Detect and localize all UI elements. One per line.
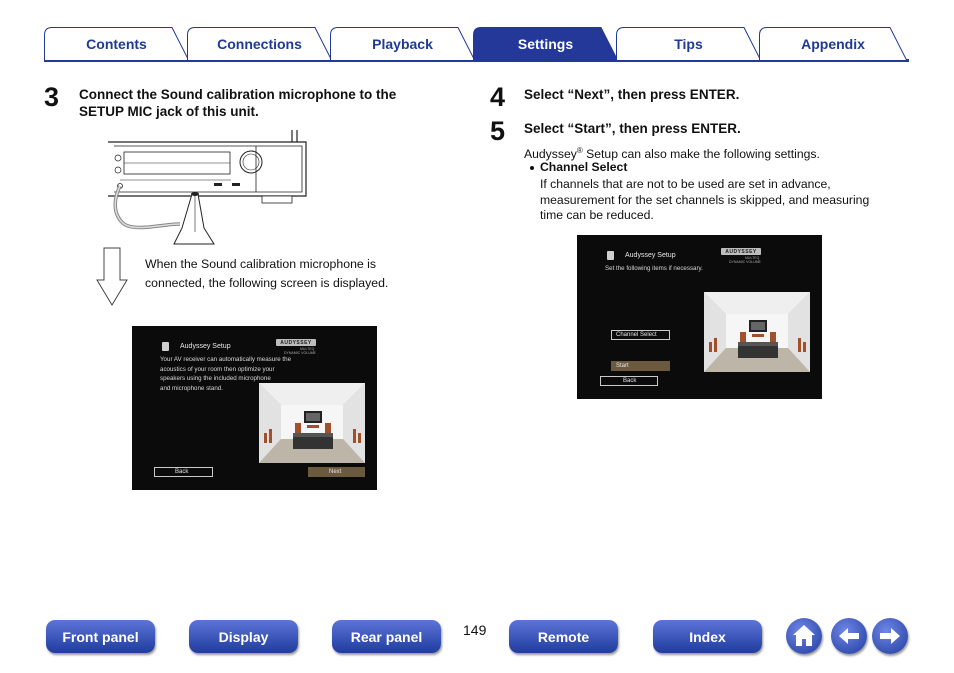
room-speaker-illustration	[704, 292, 810, 372]
audyssey-setup-screen-intro	[132, 326, 377, 490]
tab-tips-label: Tips	[674, 35, 703, 52]
back-button-label: Back	[623, 378, 637, 384]
index-label: Index	[689, 628, 726, 645]
speaker-icon	[162, 342, 169, 351]
bullet-dot	[530, 166, 534, 170]
home-icon	[786, 618, 822, 654]
step-3-note-line-1: When the Sound calibration microphone is	[145, 257, 377, 271]
display-label: Display	[218, 628, 269, 645]
step-4-number: 4	[490, 82, 506, 112]
audyssey-setup-screen-options	[577, 235, 822, 399]
logo-subtitle-1: MULTEQ	[300, 347, 315, 351]
forward-button[interactable]	[872, 618, 908, 654]
body-audyssey: Audyssey	[524, 147, 577, 162]
channel-select-heading: Channel Select	[540, 160, 628, 174]
step-5-text: Select “Start”, then press ENTER.	[524, 121, 741, 136]
room-speaker-illustration	[259, 383, 365, 463]
screen-subtitle: Set the following items if necessary.	[605, 265, 703, 272]
description-line: If channels that are not to be used are set in advance,	[540, 177, 831, 191]
display-button[interactable]	[189, 620, 298, 653]
screen-next-button[interactable]	[308, 467, 365, 477]
start-label: Start	[616, 363, 629, 369]
logo-subtitle-2: DYNAMIC VOLUME	[729, 260, 761, 264]
step-3-note	[145, 255, 388, 293]
tab-playback[interactable]	[330, 27, 475, 60]
step-5-number: 5	[490, 116, 506, 146]
screen-title: Audyssey Setup	[180, 343, 231, 350]
start-button[interactable]	[611, 361, 670, 371]
arrow-right-icon	[872, 618, 908, 654]
tab-tips[interactable]	[616, 27, 761, 60]
step-3-text	[79, 86, 396, 120]
tab-contents-label: Contents	[86, 35, 147, 52]
audyssey-logo: AUDYSSEY	[276, 339, 316, 346]
channel-select-button[interactable]	[611, 330, 670, 340]
next-button-label: Next	[329, 469, 342, 475]
down-arrow-icon	[95, 247, 129, 307]
step-3-line-1: Connect the Sound calibration microphone to the	[79, 87, 397, 102]
description-line: acoustics of your room then optimize your	[160, 365, 275, 373]
receiver-microphone-illustration	[106, 128, 310, 246]
audyssey-logo: AUDYSSEY	[721, 248, 761, 255]
home-button[interactable]	[786, 618, 822, 654]
description-line: measurement for the set channels is skipped, and measuring	[540, 192, 870, 207]
tab-appendix[interactable]	[759, 27, 907, 60]
screen-back-button[interactable]	[154, 467, 213, 477]
tab-contents[interactable]	[44, 27, 189, 60]
front-panel-button[interactable]	[46, 620, 155, 653]
description-line: time can be reduced.	[540, 208, 654, 222]
tab-playback-label: Playback	[372, 35, 433, 52]
channel-select-label: Channel Select	[616, 332, 657, 338]
tab-appendix-label: Appendix	[801, 35, 865, 52]
description-line: Your AV receiver can automatically measure the	[160, 356, 292, 363]
step-3-note-line-2: connected, the following screen is displayed.	[145, 276, 389, 290]
rear-panel-button[interactable]	[332, 620, 441, 653]
tab-settings-label: Settings	[517, 35, 574, 52]
tab-settings[interactable]	[473, 27, 618, 60]
rear-panel-label: Rear panel	[350, 628, 423, 645]
speaker-icon	[607, 251, 614, 260]
page-number: 149	[463, 622, 487, 638]
logo-subtitle-1: MULTEQ	[745, 256, 760, 260]
description-line: and microphone stand.	[160, 384, 223, 392]
registered-mark: ®	[576, 146, 583, 155]
channel-select-description	[540, 177, 869, 224]
step-3-line-2: SETUP MIC jack of this unit.	[79, 104, 259, 119]
description-line: speakers using the included microphone	[160, 375, 271, 382]
top-tab-bar	[0, 0, 954, 64]
screen-title: Audyssey Setup	[625, 252, 676, 259]
step-3-number: 3	[44, 82, 60, 112]
back-button[interactable]	[831, 618, 867, 654]
tab-connections[interactable]	[187, 27, 332, 60]
tab-connections-label: Connections	[217, 35, 302, 52]
arrow-left-icon	[831, 618, 867, 654]
body-rest: Setup can also make the following settings.	[582, 147, 820, 162]
back-button-label: Back	[175, 469, 189, 475]
remote-label: Remote	[537, 628, 590, 645]
index-button[interactable]	[653, 620, 762, 653]
front-panel-label: Front panel	[62, 628, 139, 645]
screen-back-button[interactable]	[600, 376, 658, 386]
step-4-text: Select “Next”, then press ENTER.	[524, 87, 740, 102]
logo-subtitle-2: DYNAMIC VOLUME	[284, 351, 316, 355]
remote-button[interactable]	[509, 620, 618, 653]
